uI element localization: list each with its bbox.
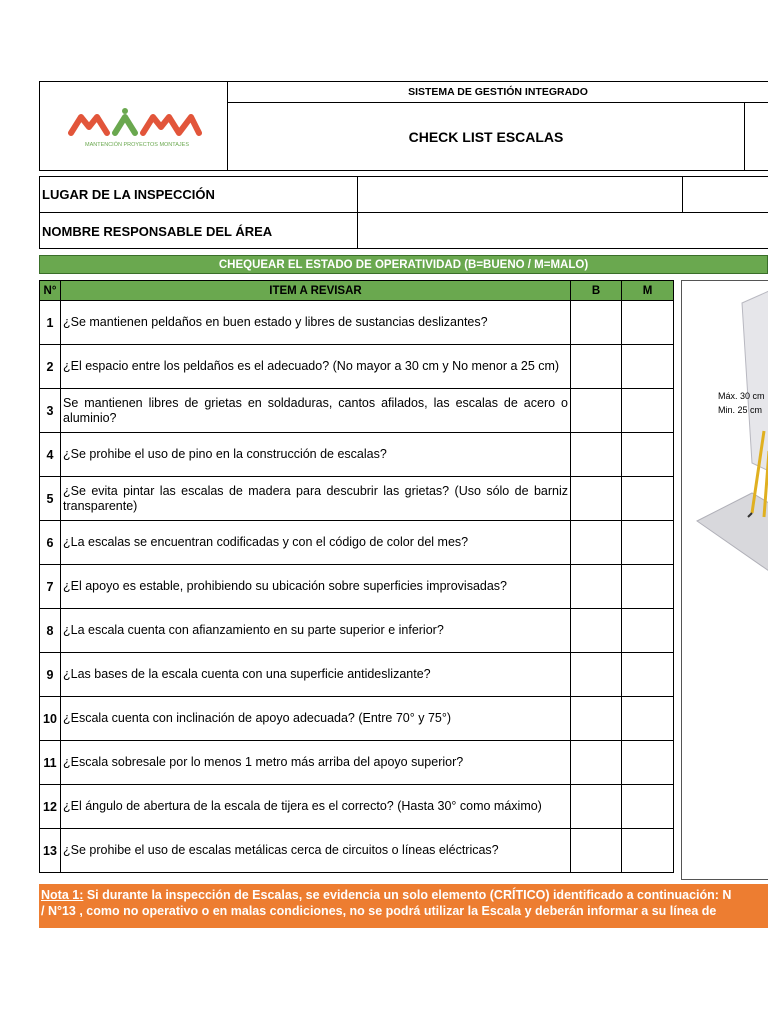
table-row [40, 521, 674, 565]
item-number: 5 [40, 477, 61, 521]
responsible-row [40, 213, 768, 249]
item-text: ¿El apoyo es estable, prohibiendo su ubicación sobre superficies improvisadas? [61, 565, 571, 609]
good-checkbox-cell[interactable] [571, 565, 622, 609]
item-number: 7 [40, 565, 61, 609]
good-checkbox-cell[interactable] [571, 521, 622, 565]
item-text: ¿El espacio entre los peldaños es el adecuado? (No mayor a 30 cm y No menor a 25 cm) [61, 345, 571, 389]
bad-checkbox-cell[interactable] [622, 521, 674, 565]
col-header-item: ITEM A REVISAR [61, 281, 571, 301]
table-row [40, 345, 674, 389]
note-block [39, 884, 768, 928]
bad-checkbox-cell[interactable] [622, 433, 674, 477]
item-number: 3 [40, 389, 61, 433]
good-checkbox-cell[interactable] [571, 653, 622, 697]
col-header-number: N° [40, 281, 61, 301]
table-row [40, 785, 674, 829]
place-row [40, 177, 768, 213]
company-logo [39, 81, 228, 171]
item-number: 2 [40, 345, 61, 389]
bad-checkbox-cell[interactable] [622, 345, 674, 389]
checklist-body [40, 301, 674, 873]
item-number: 6 [40, 521, 61, 565]
bad-checkbox-cell[interactable] [622, 697, 674, 741]
logo-subtitle: MANTENCIÓN PROYECTOS MONTAJES [84, 142, 189, 148]
item-text: Se mantienen libres de grietas en soldaduras, cantos afilados, las escalas de acero o aluminio? [61, 389, 571, 433]
table-row [40, 653, 674, 697]
table-row [40, 389, 674, 433]
bad-checkbox-cell[interactable] [622, 653, 674, 697]
bad-checkbox-cell[interactable] [622, 301, 674, 345]
item-number: 10 [40, 697, 61, 741]
good-checkbox-cell[interactable] [571, 389, 622, 433]
item-number: 1 [40, 301, 61, 345]
item-text: ¿Se mantienen peldaños en buen estado y libres de sustancias deslizantes? [61, 301, 571, 345]
bad-checkbox-cell[interactable] [622, 741, 674, 785]
system-title: SISTEMA DE GESTIÓN INTEGRADO [228, 81, 768, 103]
bad-checkbox-cell[interactable] [622, 389, 674, 433]
item-number: 13 [40, 829, 61, 873]
item-text: ¿Se prohibe el uso de escalas metálicas cerca de circuitos o líneas eléctricas? [61, 829, 571, 873]
item-number: 11 [40, 741, 61, 785]
bad-checkbox-cell[interactable] [622, 609, 674, 653]
item-number: 9 [40, 653, 61, 697]
item-text: ¿Las bases de la escala cuenta con una superficie antideslizante? [61, 653, 571, 697]
ladder-illustration [681, 280, 768, 880]
item-text: ¿La escalas se encuentran codificadas y con el código de color del mes? [61, 521, 571, 565]
note-line-1 [41, 887, 766, 903]
place-divider [682, 177, 683, 212]
item-text: ¿Se prohibe el uso de pino en la construcción de escalas? [61, 433, 571, 477]
good-checkbox-cell[interactable] [571, 301, 622, 345]
note-label: Nota 1: [41, 888, 84, 902]
item-number: 8 [40, 609, 61, 653]
inspection-info [39, 176, 768, 249]
document-title: CHECK LIST ESCALAS [228, 103, 745, 171]
item-text: ¿Escala sobresale por lo menos 1 metro más arriba del apoyo superior? [61, 741, 571, 785]
good-checkbox-cell[interactable] [571, 609, 622, 653]
item-text: ¿El ángulo de abertura de la escala de tijera es el correcto? (Hasta 30° como máximo) [61, 785, 571, 829]
place-value[interactable] [360, 177, 680, 212]
good-checkbox-cell[interactable] [571, 345, 622, 389]
table-row [40, 433, 674, 477]
good-checkbox-cell[interactable] [571, 785, 622, 829]
responsible-label: NOMBRE RESPONSABLE DEL ÁREA [40, 213, 358, 249]
good-checkbox-cell[interactable] [571, 433, 622, 477]
item-text: ¿Se evita pintar las escalas de madera para descubrir las grietas? (Uso sólo de barniz transparente) [61, 477, 571, 521]
table-row [40, 609, 674, 653]
bad-checkbox-cell[interactable] [622, 785, 674, 829]
note-text-1: Si durante la inspección de Escalas, se evidencia un solo elemento (CRÍTICO) identificado a continuación: N [83, 888, 732, 902]
table-row [40, 829, 674, 873]
good-checkbox-cell[interactable] [571, 829, 622, 873]
logo-cell [39, 81, 228, 171]
good-checkbox-cell[interactable] [571, 477, 622, 521]
table-row [40, 565, 674, 609]
good-checkbox-cell[interactable] [571, 697, 622, 741]
label-min-spacing: Min. 25 cm [718, 405, 763, 415]
item-text: ¿Escala cuenta con inclinación de apoyo adecuada? (Entre 70° y 75°) [61, 697, 571, 741]
label-max-spacing: Máx. 30 cm [718, 391, 765, 401]
bad-checkbox-cell[interactable] [622, 829, 674, 873]
responsible-value[interactable] [360, 213, 760, 248]
bad-checkbox-cell[interactable] [622, 565, 674, 609]
checklist-table [39, 280, 674, 873]
good-checkbox-cell[interactable] [571, 741, 622, 785]
col-header-good: B [571, 281, 622, 301]
bad-checkbox-cell[interactable] [622, 477, 674, 521]
checklist-banner: CHEQUEAR EL ESTADO DE OPERATIVIDAD (B=BUENO / M=MALO) [39, 255, 768, 274]
col-header-bad: M [622, 281, 674, 301]
item-number: 12 [40, 785, 61, 829]
item-text: ¿La escala cuenta con afianzamiento en su parte superior e inferior? [61, 609, 571, 653]
table-row [40, 477, 674, 521]
note-text-2: / N°13 , como no operativo o en malas condiciones, no se podrá utilizar la Escala y deberán informar a su línea de [41, 904, 717, 918]
place-label: LUGAR DE LA INSPECCIÓN [40, 177, 358, 212]
table-row [40, 697, 674, 741]
ladder-image [682, 281, 768, 880]
item-number: 4 [40, 433, 61, 477]
table-row [40, 301, 674, 345]
table-row [40, 741, 674, 785]
